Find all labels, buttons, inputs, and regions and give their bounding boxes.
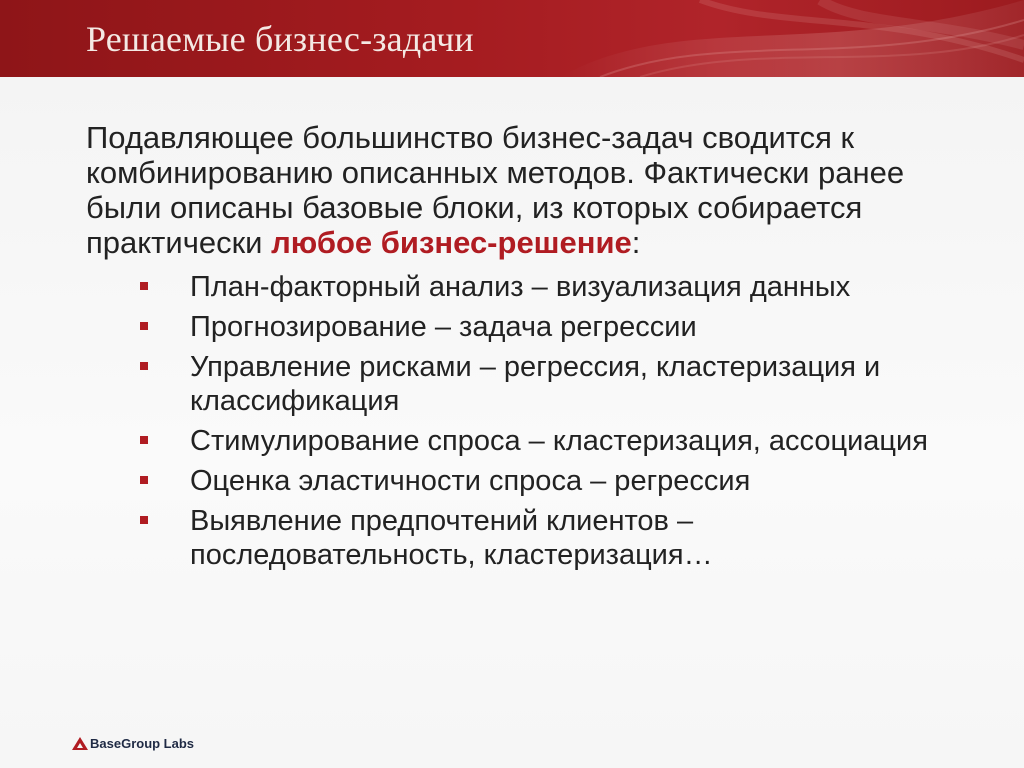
slide-body [86,120,966,578]
list-item [86,464,966,498]
list-item [86,504,966,572]
slide-title: Решаемые бизнес-задачи [86,19,474,59]
list-item [86,350,966,418]
intro-paragraph [86,120,966,260]
square-bullet-icon [140,282,148,290]
list-item-text: План-факторный анализ – визуализация данных [190,271,851,303]
list-item [86,310,966,344]
basegroup-triangle-icon [72,737,88,750]
bullet-list [86,270,966,572]
title-band [0,0,1024,77]
square-bullet-icon [140,322,148,330]
intro-highlight: любое бизнес-решение [271,225,632,260]
logo-text: BaseGroup Labs [90,735,195,751]
square-bullet-icon [140,516,148,524]
list-item-text: Выявление предпочтений клиентов – последовательность, кластеризация… [190,505,713,571]
list-item [86,270,966,304]
square-bullet-icon [140,476,148,484]
square-bullet-icon [140,436,148,444]
list-item [86,424,966,458]
intro-tail: : [631,225,641,260]
list-item-text: Управление рисками – регрессия, кластеризация и классификация [190,351,881,417]
list-item-text: Прогнозирование – задача регрессии [190,311,697,343]
intro-text: Подавляющее большинство бизнес-задач сводится к комбинированию описанных методов. Фактически ранее были описаны базовые блоки, из которых собирается практически [86,120,905,260]
list-item-text: Стимулирование спроса – кластеризация, ассоциация [190,425,928,457]
footer-logo [72,735,194,751]
list-item-text: Оценка эластичности спроса – регрессия [190,465,751,497]
square-bullet-icon [140,362,148,370]
